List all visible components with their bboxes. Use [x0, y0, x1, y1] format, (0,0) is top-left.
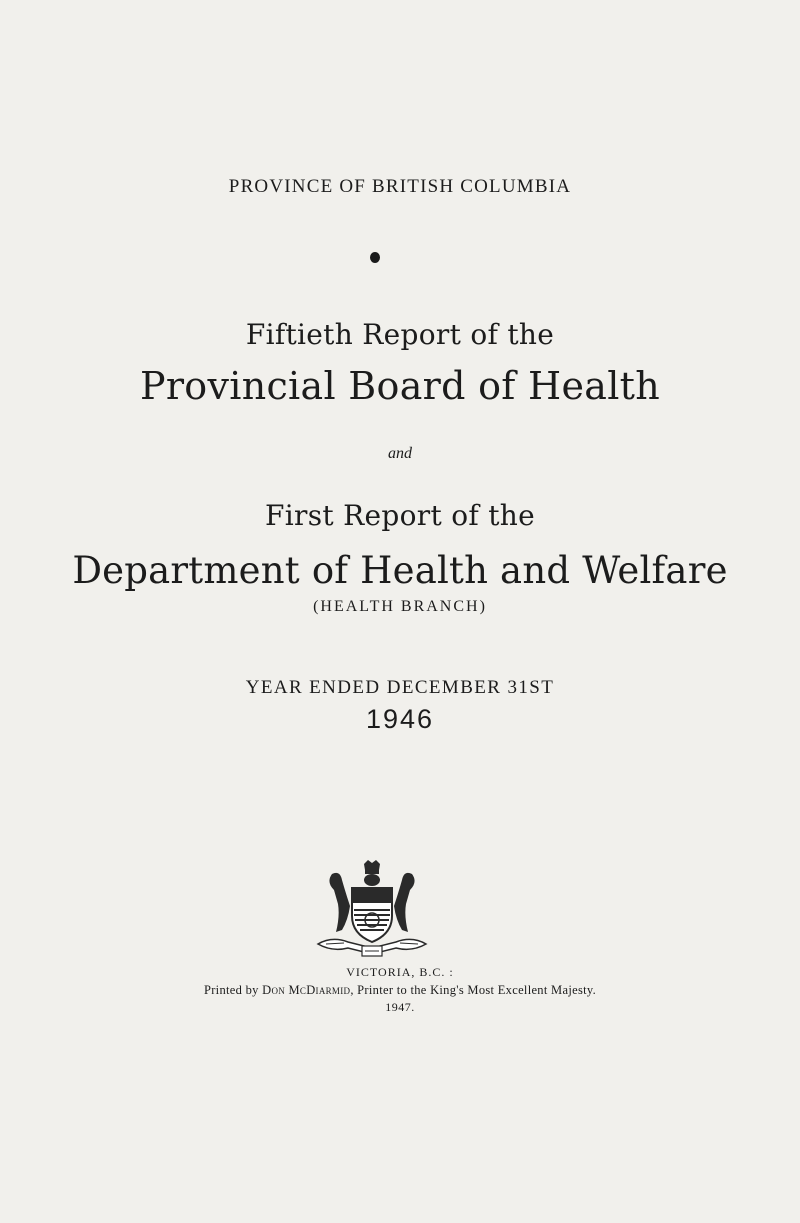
imprint-printed-suffix: , Printer to the King's Most Excellent Majesty. — [350, 983, 597, 997]
title-line-department: Department of Health and Welfare — [72, 549, 728, 592]
coat-of-arms-icon — [312, 860, 432, 960]
imprint-printed-prefix: Printed by — [203, 983, 263, 997]
year-ended-label: YEAR ENDED DECEMBER 31ST — [245, 677, 555, 698]
imprint-year: 1947. — [385, 1000, 415, 1014]
imprint-printer-name: Don McDiarmid — [262, 983, 351, 997]
bullet-ornament — [370, 252, 380, 263]
branch-subtitle: (HEALTH BRANCH) — [313, 598, 487, 615]
imprint-printer-line — [0, 983, 800, 998]
imprint-place: VICTORIA, B.C. : — [346, 965, 454, 979]
report-year: 1946 — [365, 704, 435, 734]
title-line-fiftieth-report: Fiftieth Report of the — [245, 318, 555, 351]
title-conjunction: and — [388, 445, 412, 462]
title-line-provincial-board: Provincial Board of Health — [139, 364, 661, 408]
province-heading: PROVINCE OF BRITISH COLUMBIA — [228, 176, 572, 197]
title-line-first-report: First Report of the — [265, 499, 535, 532]
